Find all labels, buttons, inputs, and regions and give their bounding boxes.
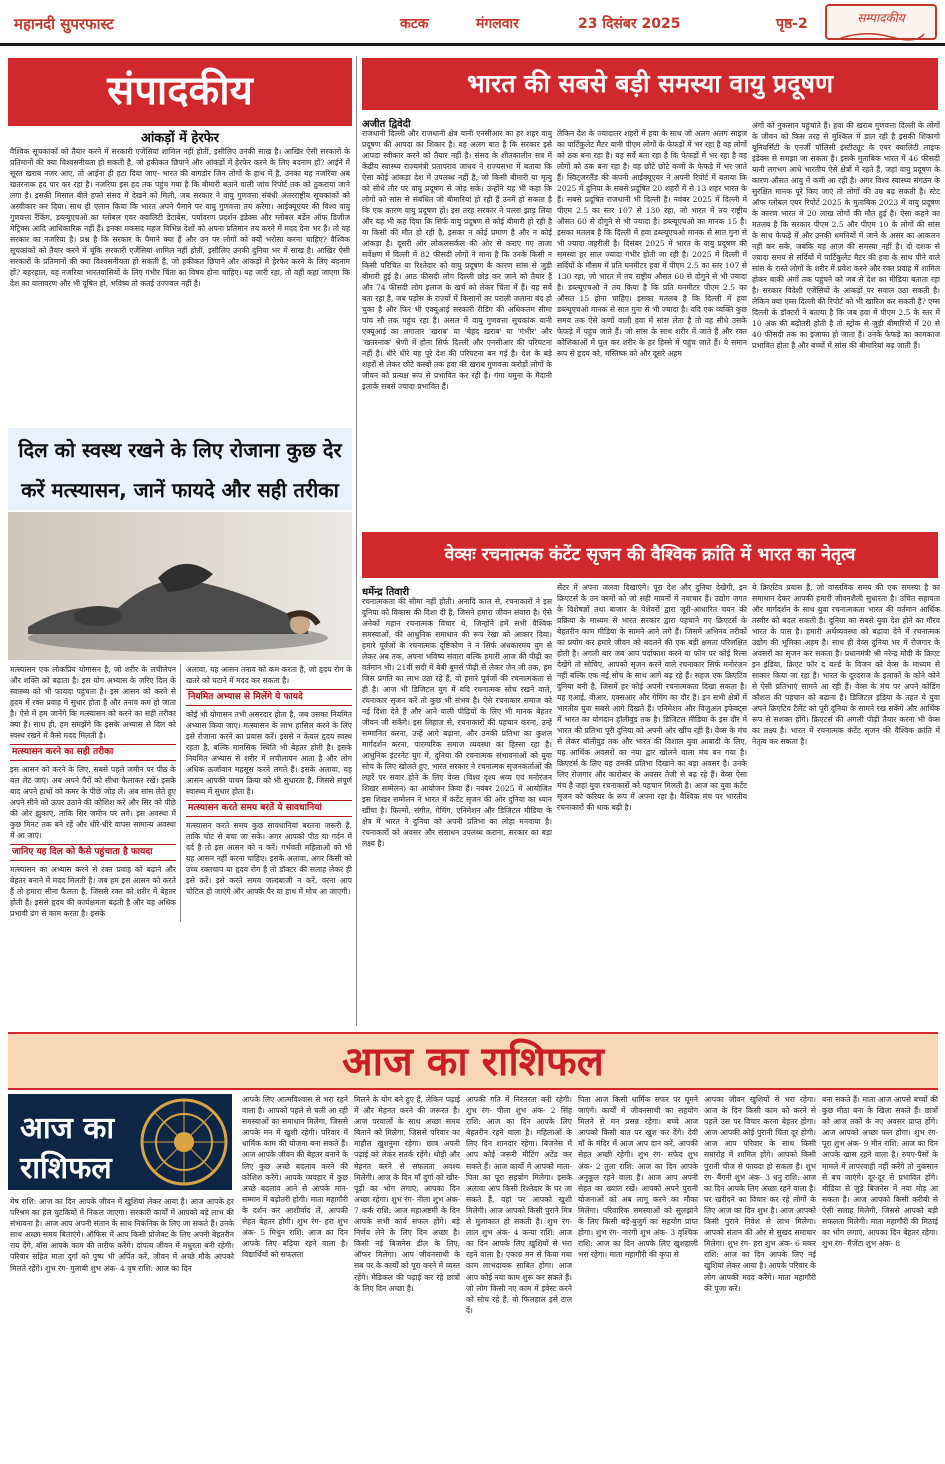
rashifal-column: मेष राशि: आज का दिन आपके जीवन में खुशियां लेकर आया है। आज आपके हर परिश्रम का हल चुटकियों में निकल जाएगा। सरकारी कार्यों में आपको बड़े लाभ की संभावना है। आज आप अपनी संतान के साथ निकनिक के लिए जा सकते हैं। उनके साथ अच्छा समय बिताएंगे। ऑफिस में आप किसी प्रोजेक्ट के लिए अपनी बेहतरीन राय देंगे, बॉस आपके काम की तारीफ करेंगे। दांपत्य जीवन में मधुरता बनी रहेगी। परिवार सहित माता दुर्गा को पुष्प भी अर्पित करें, जीवन में अच्छे मौके आपको मिलते रहेंगे। शुभ रंग- गुलाबी शुभ अंक- 4 वृष राशि: आज का दिन bbox=[10, 1197, 234, 1273]
health-subhead: मत्स्यासन करते समय बरतें ये सावधानियां bbox=[186, 800, 352, 817]
rashifal-column: आपके लिए आत्मविश्वास से भरा रहने वाला है। आपको पहले से चली आ रही समस्याओं का समाधान मिलेगा, जिससे आपके मन में खुशी रहेगी। परिवार में धार्मिक काम की योजना बना सकते हैं। आज आपके जीवन की बेहतर बनाने के लिए कुछ अच्छे बदलाव करने की कोशिश करेंगे। आपके व्यवहार में कुछ अच्छे बदलाव आने से आपके मान-सम्मान में बढ़ोतरी होगी। माता महागौरी के दर्शन कर आशीर्वाद लें, आपकी सेहत बेहतर होगी। शुभ रंग- हरा शुभ अंक- 5 मिथुन राशि: आज का दिन आपके लिए बढ़िया रहने वाला है। विद्यार्थियों को सफलता bbox=[242, 1095, 348, 1260]
newspaper-name: महानदी सुपरफास्ट bbox=[14, 15, 114, 33]
waves-article-title: वेव्सः रचनात्मक कंटेंट सृजन की वैश्विक क्रांति में भारत का नेतृत्व bbox=[362, 532, 938, 578]
health-article-title: दिल को स्वस्थ रखने के लिए रोजाना कुछ देर करें मत्स्यासन, जानें फायदे और सही तरीका bbox=[8, 428, 352, 510]
health-paragraph: मत्स्यासन एक लोकप्रिय योगासन है, जो शरीर के लचीलेपन और शक्ति को बढ़ाता है। इस योग अभ्यास के जरिए दिल के स्वास्थ्य को भी फायदा पहुंचता है। इस आसन को करने से हृदय में रक्त प्रवाह में सुधार होता है और तनाव कम हो जाता है। ऐसे में हम जानेंगे कि मत्स्यासन को करने का सही तरीका क्या है। साथ ही, हम समझेंगे कि इसके अभ्यास से दिल को स्वस्थ रखने में कैसे मदद मिलती है। bbox=[10, 665, 176, 740]
section-logo bbox=[825, 4, 937, 40]
health-subhead: नियमित अभ्यास से मिलेंगे ये फायदे bbox=[186, 689, 352, 706]
waves-column-1: रचनात्मकता की सीमा नहीं होती। अनादि काल से, रचनाकारों ने इस दुनिया को विकास की दिशा दी है, जिसने हमारा जीवन संवारा है। ऐसे अनेकों महान रचनात्मक विचार थे, जिन्होंने हमें सभी वैश्विक समस्याओं, की आधुनिक समाधान की रूप रेखा को आकार दिया। हमारे पूर्वजों के रचनात्मक दृष्टिकोण ने न सिर्फ अंधकारमय युग से लेकर अब तक, अपना भविष्य संवारा बल्कि हमारी आज की पीढ़ी का वर्तमान भी। 21वीं सदी में बेबी बूमर्स पीढ़ी से लेकर जेन जी तक, हम जिस प्रगति का लाभ उठा रहे हैं, वो हमारे पूर्वजों की रचनात्मकता से ही है। आज भी डिजिटल युग में यदि रचनात्मक सोच रखने वाले, रचनाकार सृजन करें तो कुछ भी संभव है। ऐसे रचनाकार समाज को नई दिशा देते हैं और आने वाली पीढ़ियों के लिए भी मानक बेहतर जीवन जी सकेंगे। इस लिहाज से, रचनाकारों की पहचान करना, उन्हें सम्मानित करना, उन्हें आगे बढ़ाना, और उनकी प्रतिभा का कुशल मार्गदर्शन करना, पारम्परिक समाज व्यवस्था का हिस्सा रहा है। आधुनिक इंटरनेट युग में, दुनिया की रचनात्मक संभावनाओं को युवा सोच के लिए खोलते हुए, भारत सरकार ने रचनात्मक सृजनकर्ताओं की लहरें पर सवार होने के लिए वेव्स (विश्व दृश्य श्रव्य एवं मनोरंजन शिखर सम्मेलन) का आयोजन किया है। नवंबर 2025 में आयोजित इस शिखर सम्मेलन ने भारत में कंटेंट सृजन की ओर दुनिया का ध्यान खींचा है। फिल्मों, संगीत, गेमिंग, एनिमेशन और डिजिटल मीडिया के क्षेत्र में भारत ने दुनिया को अपनी प्रतिभा का लोहा मनवाया है। रचनाकारों को अवसर और संसाधन उपलब्ध कराना, सरकार का बड़ा लक्ष्य है। bbox=[362, 597, 552, 848]
yoga-pose-illustration bbox=[8, 512, 352, 660]
health-paragraph: मत्स्यासन करते समय कुछ सावधानियां बरतना जरूरी है, ताकि चोट से बचा जा सके। अगर आपको पीठ या गर्दन में दर्द है तो इस आसन को न करें। गर्भवती महिलाओं को भी यह आसन नहीं करना चाहिए। इसके अलावा, अगर किसी को उच्च रक्तचाप या हृदय रोग है तो डॉक्टर की सलाह लेकर ही इसे करें। इसे करते समय जल्दबाजी न करें, वरना आप चोटिल हो जाएंगे और आपके पैर या हाथ में मोच आ जाएगी। bbox=[186, 821, 352, 896]
rashifal-logo-line1: आज का bbox=[20, 1111, 115, 1146]
pollution-article-title: भारत की सबसे बड़ी समस्या वायु प्रदूषण bbox=[362, 58, 938, 110]
rashifal-column: आपका जीवन खुशियों से भरा रहेगा। आज के दिन किसी काम को करने से पहले उस पर विचार करना बेहतर होगा। आज आपकी कोई पुरानी चिंता दूर होगी। आज आप परिवार के साथ किसी समारोह में शामिल होंगे। आपको किसी पुरानी चीज से फायदा हो सकता है। शुभ रंग- बैंगनी शुभ अंक- 3 धनु राशि: आज का दिन आपके लिए अच्छा रहने वाला है। घर खरीदने का विचार कर रहे लोगों के लिए आज का दिन शुभ है। आज आपको किसी पुराने निवेश से लाभ मिलेगा। आपको संतान की ओर से सुखद समाचार मिलेगा। शुभ रंग- हरा शुभ अंक- 6 मकर राशि: आज का दिन आपके लिए नई खुशियां लेकर आया है। आपके परिवार के लोग आपकी मदद करेंगे। माता महागौरी की पूजा करें। bbox=[704, 1095, 816, 1293]
rashifal-logo-line2: राशिफल bbox=[20, 1146, 112, 1187]
page-number: पृष्ठ-2 bbox=[776, 16, 808, 32]
pollution-column-2: लेकिन देश के ज्यादातर शहरों में हवा के साथ जो अलग अलग साइज का पार्टिकुलेट मैटर यानी पीएम लोगों के फेफड़ों में भर रहा है वह लोगों को ठक बना रहा है। यह सर्वे बता रहा है कि फेफड़ों में भर रहा है वह लोगों को ठक बना रहा है। वह छोटे छोटे कणों के फेफड़े में भर जाते हैं। स्विट्जरलैंड की कंपनी आईक्यूएयर ने अपनी रिपोर्ट में बताया कि 2025 में दुनिया के सबसे प्रदूषित 20 शहरों में से 13 शहर भारत के हैं। सबसे प्रदूषित राजधानी भी दिल्ली है। नवंबर 2025 में दिल्ली में पीएम 2.5 का स्तर 107 से 130 रहा, जो भारत में तय राष्ट्रीय औसत 60 से दोगुने से भी ज्यादा है। डब्ल्यूएचओ का मानक 15 है। इसका मतलब है कि दिल्ली में हवा डब्ल्यूएचओ मानक से सात गुना से भी ज्यादा जहरीली है। दिसंबर 2025 में भारत के वायु प्रदूषण की समस्या हर साल ज्यादा गंभीर होती जा रही है। 2025 में दिल्ली में सर्दियों के मौसम में प्रति घनमीटर हवा में पीएम 2.5 का स्तर 107 से 130 रहा, जो भारत में तय राष्ट्रीय औसत 60 से दोगुने से भी ज्यादा है। डब्ल्यूएचओ ने तय किया है कि प्रति घनमीटर पीएम 2.5 का औसत 15 होना चाहिए। इसका मतलब है कि दिल्ली में हवा डब्ल्यूएचओ मानक से सात गुना से भी ज्यादा है। यदि एक व्यक्ति कुछ समय तक ऐसे कणों वाली हवा में सांस लेता है तो वह सीधे उसके फेफड़े में पहुंच जाते हैं। जो सांस के साथ शरीर में जाते हैं और रक्त कोशिकाओं में घुल कर शरीर के हर हिस्से में पहुंच जाते हैं। ये समान रूप से हृदय को, मस्तिष्क को और दूसरे अहम bbox=[557, 129, 747, 358]
rashifal-logo-box bbox=[8, 1094, 232, 1190]
section-logo-text: सम्पादकीय bbox=[857, 11, 905, 25]
dateline-city: कटक bbox=[400, 16, 429, 32]
column-divider bbox=[180, 664, 181, 922]
pollution-column-1: राजधानी दिल्ली और राजधानी क्षेत्र यानी एनसीआर का हर शहर वायु प्रदूषण की आपदा का शिकार है। यह अलग बात है कि सरकार इसे आपदा स्वीकार करने को तैयार नहीं है। संसद के शीतकालीन सत्र में केंद्रीय स्वास्थ्य राज्यमंत्री प्रतापराव जाधव ने राज्यसभा में बताया कि ऐसा कोई आंकड़ा देश में उपलब्ध नहीं है, जो किसी बीमारी या मृत्यु को सीधे तौर पर वायु प्रदूषण से जोड़ सके। उन्होंने यह भी कहा कि लोगों को सांस से संबंधित जो बीमारियां हो रही हैं उनमें हो सकता है कि एक कारण वायु प्रदूषण हो। इस तरह सरकार ने पल्ला झाड़ लिया और यह भी कह दिया कि सिर्फ वायु प्रदूषण से कोई बीमारी हो रही है या किसी की मौत हो रही है, इसका न कोई प्रमाण है और न कोई आंकड़ा है। दूसरी ओर लोकलसर्कल की ओर से कराए गए ताजा सर्वेक्षण में दिल्ली में 82 फीसदी लोगों ने माना है कि उनके किसी न किसी परिचित या रिश्तेदार को वायु प्रदूषण के कारण सांस से जुड़ी बीमारी हुई है। आठ फीसदी लोग दिल्ली छोड़ कर जाने को तैयार हैं और 74 फीसदी लोग इलाज के खर्च को लेकर चिंता में हैं। यह सर्वे बता रहा है, जब पड़ोस के राज्यों में किसानों का पराली जलाना बंद हो चुका है और फिर भी एक्यूआई सरकारी रीडिंग की अधिकतम सीमा पांच सौ तक पहुंच रहा है। असल में वायु गुणवत्ता सूचकांक यानी एक्यूआई का लगातार 'खराब' या 'बेहद खराब' या 'गंभीर' और 'खतरनाक' श्रेणी में होना सिर्फ दिल्ली और एनसीआर की परिघटना नहीं है। धीरे धीरे यह पूरे देश की परिघटना बन गई है। देश के बड़े शहरों से लेकर छोटे कस्बों तक हवा की खराब गुणवत्ता करोड़ों लोगों के जीवन को प्रत्यक्ष रूप से प्रभावित कर रही है। गंगा यमुना के मैदानी इलाके सबसे ज्यादा प्रभावित हैं। bbox=[362, 129, 552, 391]
rashifal-column: पिता आज किसी धार्मिक सफर पर घूमने जाएंगे। कार्यों में जीवनसाथी का सहयोग मिलने से मन प्रसन्न रहेगा। बच्चे आज आपको किसी बात पर खुश कर देंगे। देवी माँ के मंदिर में आज आप दान करें, आपकी सेहत अच्छी रहेगी। शुभ रंग- सफेद शुभ अंक- 2 तुला राशि: आज का दिन आपके अनुकूल रहने वाला है। आज आप अपनी सेहत का ख्याल रखें। आपको अपने पुरानी योजनाओं को अब लागू करने का मौका मिलेगा। परिवारिक समस्याओं को सुलझाने के लिए किसी बड़े-बुजुर्ग का सहयोग प्राप्त होगा। शुभ रंग- नारंगी शुभ अंक- 3 वृश्चिक राशि: आज का दिन आपके लिए खुशहाली भरा रहेगा। माता महागौरी की कृपा से bbox=[578, 1095, 698, 1260]
editorial-body: वैश्विक सूचकांकों को तैयार करने में सरकारी एजेंसियां शामिल नहीं होतीं, इसीलिए उनकी साख है। आखिर ऐसी सरकारों के प्रतिमानों की क्या विश्वसनीयता हो सकती है, जो हकीकत छिपाने और आंकड़ों में हेरफेर करने के लिए बदनाम हों? आईने में सूरत खराब नजर आए, तो आईना ही हटा दिया जाए- भारत की बागडोर जिन लोगों के हाथ में है, उनका यह नजरिया अब खतरनाक हद पार कर रहा है। नजरिया इस हद तक पहुंच गया है कि बीमारी बताने वाली जांच रिपोर्ट तक को ठुकराया जाने लगा है। इसकी मिसाल बीते हफ्ते संसद में देखने को मिली, जब सरकार ने वायु गुणवत्ता संबंधी अंतरराष्ट्रीय सूचकांकों को अस्वीकार कर दिया। साथ ही एलान किया कि भारत अपने पैमाने पर वायु गुणवत्ता तय करेगा। आईक्यूएयर की विश्व वायु गुणवत्ता रैंकिंग, डब्ल्यूएचओ का ग्लोबल एयर क्वालिटी डेटाबेस, पर्यावरण प्रदर्शन इंडेक्स और ग्लोबल बर्डेन ऑफ डिजीज मेट्रिक्स आदि आधिकारिक नहीं हैं। इनका मकसद महज विभिन्न देशों को अपना प्रतिमान तय करने में मदद देना भर है। तो यह सरकार का नजरिया है। प्रश्न है कि सरकार के पैमाने क्या हैं और उन पर लोगों को क्यों भरोसा करना चाहिए? वैश्विक सूचकांकों को तैयार करने में चूंकि सरकारी एजेंसियां शामिल नहीं होतीं, इसीलिए उनकी दुनिया भर में साख है। आखिर ऐसी सरकारों के प्रतिमानों की क्या विश्वसनीयता हो सकती है, जो हकीकत छिपाने और आंकड़ों में हेरफेर करने के लिए बदनाम हों? बहरहाल, यह नजरिया भारतवासियों के लिए गंभीर चिंता का विषय होना चाहिए। यह जारी रहा, तो वहीं कहा जाएगा कि देश का वातावरण और भी दूषित हो, भविष्य तो कतई उज्ज्वल नहीं है। bbox=[10, 147, 350, 288]
health-column-b bbox=[186, 664, 352, 924]
health-paragraph: कोई भी योगासन तभी असरदार होता है, जब उसका नियमित अभ्यास किया जाए। मत्स्यासन के लाभ हासिल करने के लिए इसे रोजाना करने का प्रयास करें। इससे न केवल हृदय स्वस्थ रहता है, बल्कि मानसिक स्थिति भी बेहतर होती है। इसके नियमित अभ्यास से शरीर में लचीलापन आता है और लोग अधिक ऊर्जावान महसूस करने लगते हैं। इसके अलावा, यह आसन आपकी पाचन क्रिया को भी सुधारता है, जिससे संपूर्ण स्वास्थ्य में सुधार होता है। bbox=[186, 710, 352, 796]
dateline-day: मंगलवार bbox=[476, 16, 519, 32]
rashifal-banner: आज का राशिफल bbox=[8, 1032, 938, 1090]
waves-column-2: सेंटर में अपना जलवा दिखाएंगे। पूरा देश और दुनिया देखेगी, इन क्रिएटर्स के उन कामों को जो सही मायनों में नवाचार हैं। उद्योग जगत के विशेषज्ञों तथा बाजार के पेशेवरों द्वारा जूरी-आधारित चयन की प्रक्रिया के माध्यम से भारत सरकार द्वारा पहचाने गए क्रिएटर्स के बेहतरीन काम मीडिया के सामने आने लगे हैं। जिसमें अभिनव तरीकों का प्रयोग कर हमारे जीवन को बदलने की एक बड़ी क्षमता परिलक्षित होती है। अगली बार जब आप पर्दाफाश करने या फोन पर कोई रिल्स देखेंगे तो सोचिए, आपको सृजन करने वाले रचनाकार सिर्फ मनोरंजन नहीं बल्कि एक नई सोच के साथ आगे बढ़ रहे हैं। सहज एक क्रिएटिव दुनिया बनी है, जिसमें हर कोई अपनी रचनात्मकता दिखा सकता है। यह एआई, वीआर, एक्सआर और गेमिंग का दौर है। इन सभी क्षेत्रों में भारतीय युवा सबसे आगे दिखते हैं। एनिमेशन और विजुअल इफेक्ट्स में भारत का योगदान हॉलीवुड तक है। डिजिटल मीडिया के इस दौर में भारत की प्रतिभा पूरी दुनिया को अपनी ओर खींच रही है। वेव्स के मंच से लेकर बॉलीवुड तक और भारत की विशाल युवा आबादी के लिए, यह आर्थिक अवसरों का नया द्वार खोलने वाला मंच बन गया है। क्रिएटर्स के लिए यह उनकी प्रतिभा दिखाने का बड़ा अवसर है। उनके लिए रोजगार और कारोबार के अवसर तेजी से बढ़ रहे हैं। वेव्स ऐसा मंच है जहां युवा रचनाकारों को पहचान मिलती है। आज का युवा कंटेंट सृजन को करियर के रूप में अपना रहा है। वैश्विक मंच पर भारतीय रचनाकारों की धाक बढ़ी है। bbox=[557, 583, 747, 812]
section-divider bbox=[356, 56, 357, 1026]
rashifal-column: बना सकते हैं। माता आज आपसे बच्चों की कुछ मीठा बना के खिला सकते हैं। छात्रों को आज तकों के नए अवसर प्राप्त होंगे। आज आपको अच्छा फल होगा। शुभ रंग- पूरा शुभ अंक- 9 मीन राशि: आज का दिन आपके खास रहने वाला है। रुपए-पैसों के मामले में लापरवाही नहीं करेंगे तो नुकसान से बच जाएंगे। दूर-दूर से प्रभावित होंगे। मीडिया से जुड़े बिजनेस में नया मोड़ आ सकता है। आज आपको किसी करीबी से ऐसी सलाह मिलेगी, जिससे आपको बड़ी सफलता मिलेगी। माता महागौरी की मिठाई का भोग लगाएं, आपका दिन बेहतर रहेगा। शुभ रंग- मैजेंटा शुभ अंक- 8 bbox=[822, 1095, 938, 1249]
pollution-author: अजीत द्विवेदी bbox=[362, 119, 411, 130]
editorial-section-title: संपादकीय bbox=[8, 58, 352, 126]
health-paragraph: इस आसन को करने के लिए, सबसे पहले जमीन पर पीठ के बल लेट जाएं। अब अपने पैरों को सीधा फैलाकर रखें। इसके बाद अपने हाथों को कमर के पीछे जोड़ लें। अब सांस लेते हुए अपने सीने को ऊपर उठाने की कोशिश करें और सिर को पीछे की ओर झुकाएं, ताकि सिर जमीन पर लगे। इस अवस्था में कुछ मिनट तक बने रहें और धीरे-धीरे वापस सामान्य अवस्था में आ जाएं। bbox=[10, 765, 176, 840]
editorial-headline: आंकड़ों में हेरफेर bbox=[141, 131, 219, 146]
rashifal-column: आपकी गति में निरंतरता बनी रहेगी। शुभ रंग- पीला शुभ अंक- 2 सिंह राशि: आज का दिन आपके लिए बेहतरीन रहने वाला है। महिलाओं के लिए दिन शानदार रहेगा। बिजनेस में आप कोई जरूरी मीटिंग अटेंड कर सकते हैं। आज कार्यों में आपको माता-पिता का पूरा सहयोग मिलेगा। इसके अलावा आप किसी रिश्तेदार के घर जा सकते हैं, वहां पर आपको खुशी मिलेगी। आज आपको किसी पुराने मित्र से मुलाकात हो सकती है। शुभ रंग- लाल शुभ अंक- 4 कन्या राशि: आज का दिन आपके लिए खुशियों से भरा रहने वाला है। एकाग्र मन से किया गया काम लाभदायक साबित होगा। आज आप कोई नया काम शुरू कर सकते हैं। जो लोग किसी नए काम में इंवेस्ट करने को सोच रहे हैं, वो फिलहाल इसे टाल दें। bbox=[466, 1095, 572, 1315]
rashifal-column: मिलने के योग बने हुए हैं, लेकिन पढ़ाई में और मेहनत करने की जरूरत है। आज परवालों के साथ अच्छा समय बिताने को मिलेगा, जिससे परिवार का माहौल खुशनुमा रहेगा। छात्र अपनी पढ़ाई को लेकर सतर्क रहेंगे। थोड़ी और मेहनत करने से सफलता अवश्य मिलेगी। आज के दिन माँ दुर्गा को खीर-पूड़ी का भोग लगाएं, आपका दिन अच्छा रहेगा। शुभ रंग- नीला शुभ अंक- 7 कर्क राशि: आज महाअष्टमी के दिन आपके सभी कार्य सफल होंगे। बड़े निर्णय लेने के लिए दिन अच्छा है। किसी नई बिजनेस डील के लिए, ऑफर मिलेगा। आप जीवनसाथी के सब पर के कार्यों को पूरा करने में व्यस्त रहेंगे। मेडिकल की पढ़ाई कर रहे छात्रों के लिए दिन अच्छा है। bbox=[354, 1095, 460, 1293]
pollution-column-3: अंगों को नुकसान पहुंचाते हैं। हवा की खराब गुणवत्ता दिल्ली के लोगों के जीवन को किस तरह से मुश्किल में डाल रही है इसकी शिकागो यूनिवर्सिटी के एनर्जी पॉलिसी इंस्टीट्यूट के एयर क्वालिटी लाइफ इंडेक्स से समझा जा सकता है। इसके मुताबिक भारत में 46 फीसदी यानी लगभग आधे भारतीय ऐसे क्षेत्रों में रहते हैं, जहां वायु प्रदूषण के कारण औसत आयु में कमी आ रही है। अगर विश्व स्वास्थ्य संगठन के सुरक्षित मानक पूरे किए जाएं तो लोगों की उम्र बढ़ सकती है। स्टेट ऑफ ग्लोबल एयर रिपोर्ट 2025 के मुताबिक 2023 में वायु प्रदूषण के कारण भारत में 20 लाख लोगों की मौत हुई है। ऐसा कहने का मतलब है कि सरकार पीएम 2.5 और पीएम 10 के लोगों की सांस के साथ फेफड़े में और उनकी धमनियों में जाने के असर का आकलन नहीं कर सके, जबकि यह आज की समस्या नहीं है। दो दशक से ज्यादा समय से सर्दियों में पार्टिकुलेट मैटर की हवा के साथ पीने वाले सांस के रास्ते लोगों के शरीर में प्रवेश करने और रक्त प्रवाह में शामिल होकर बाकी अंगों तक पहुंचने को जब से देश का मीडिया बताता रहा है। सरकार विदेशी एजेंसियों के आंकड़ों पर सवाल उठा सकती है। लेकिन क्या एम्स दिल्ली की रिपोर्ट को भी खारिज कर सकती है? एम्स दिल्ली के डॉक्टरों ने बताया है कि जब हवा में पीएम 2.5 के स्तर में 10 अंक की बढ़ोतरी होती है तो स्ट्रोक से जुड़ी बीमारियों में 20 से 40 फीसदी तक का इजाफा हो जाता है। उनके फेफड़े का कामकाज प्रभावित होता है और बच्चों में सांस की बीमारियां बढ़ जाती हैं। bbox=[752, 121, 940, 350]
waves-author: धर्मेन्द्र तिवारी bbox=[362, 587, 410, 598]
health-subhead: जानिए यह दिल को कैसे पहुंचाता है फायदा bbox=[10, 844, 176, 861]
dateline-date: 23 दिसंबर 2025 bbox=[578, 16, 681, 32]
masthead bbox=[0, 0, 945, 46]
yoga-photo bbox=[8, 512, 352, 660]
waves-column-3: ये क्रिएटिव प्रयास हैं, जो वास्तविक समय की एक समस्या है का समाधान देकर आपकी हमारी जीवनशैली सुधारता है। उचित सहायता और मार्गदर्शन के साथ युवा रचनात्मकता भारत की वर्तमान आर्थिक तस्वीर को बदल सकती है। दुनिया का सबसे युवा देश होने का गौरव भारत के पास है। हमारी अर्थव्यवस्था को बढ़ावा देने में रचनात्मक उद्योग की भूमिका अहम है। साथ ही वेव्स दुनिया भर में रोजगार के अवसरों का सृजन कर सकता है। प्रधानमंत्री श्री नरेन्द्र मोदी के क्रिएट इन इंडिया, क्रिएट फॉर द वर्ल्ड के विजन को वेव्स के माध्यम से साकार किया जा रहा है। भारत के दूरदराज के इलाकों के कोने कोने से ऐसी प्रतिभाएं सामने आ रही हैं। वेव्स के मंच पर अपने कोडिंग कौशल की पहचान को बढ़ाना है। डिजिटल इंडिया के तहत ये युवा अपने क्रिएटिव टैलेंट को पूरी दुनिया के सामने रख सकेंगे और आर्थिक रूप से सशक्त होंगे। क्रिएटर्स की अगली पीढ़ी तैयार करना भी वेव्स का लक्ष्य है। भारत में रचनात्मक कंटेंट सृजन की वैश्विक क्रांति में नेतृत्व कर सकता है। bbox=[752, 583, 940, 746]
health-paragraph: अलावा, यह आसन तनाव को कम करता है, जो हृदय रोग के खतरे को घटाने में मदद कर सकता है। bbox=[186, 665, 352, 685]
health-paragraph: मत्स्यासन का अभ्यास करने से रक्त प्रवाह को बढ़ाने और बेहतर बनाने में मदद मिलती है। जब हम इस आसन को करते हैं तो हमारा सीना फैलता है, जिससे रक्त को शरीर में बेहतर होती है। इससे हृदय की कार्यक्षमता बढ़ती है और यह अधिक प्रभावी ढंग से काम करता है। इसके bbox=[10, 865, 176, 918]
health-subhead: मत्स्यासन करने का सही तरीका bbox=[10, 744, 176, 761]
health-column-a bbox=[10, 664, 176, 924]
pen-icon bbox=[836, 28, 926, 42]
